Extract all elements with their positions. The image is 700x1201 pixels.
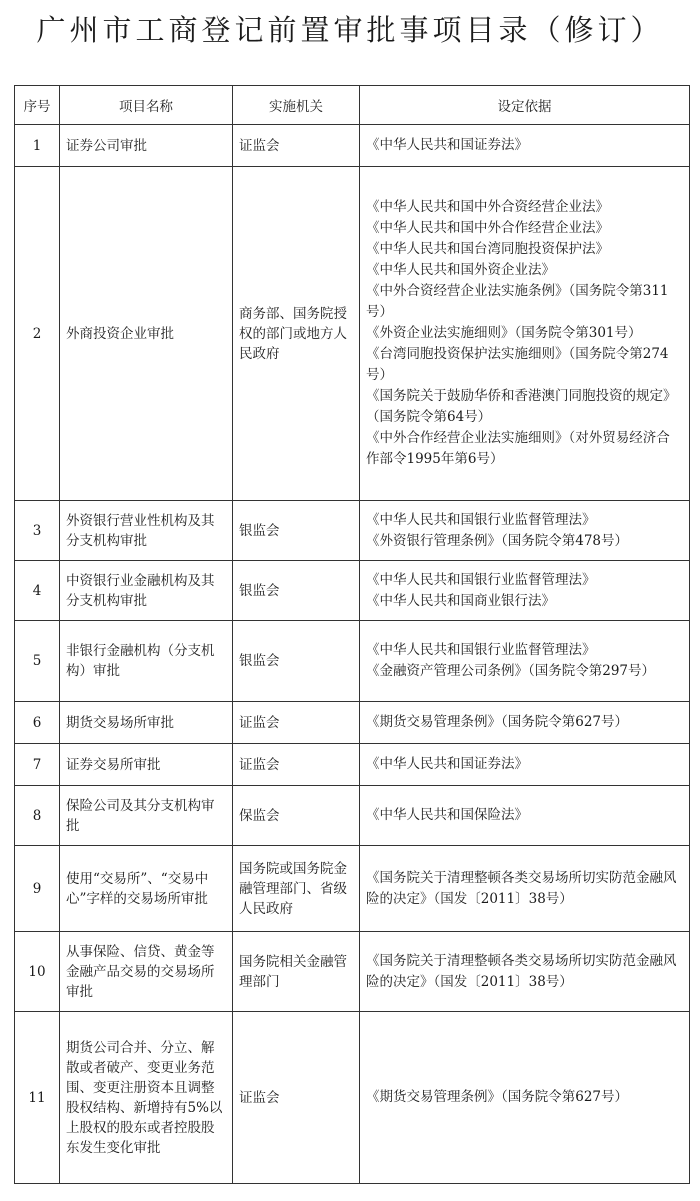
row-name: 外资银行营业性机构及其分支机构审批 [60, 501, 233, 561]
table-row [15, 125, 690, 167]
row-agency: 证监会 [233, 1012, 360, 1184]
row-basis [360, 846, 690, 932]
basis-line: 《中外合资经营企业法实施条例》（国务院令第311号） [366, 283, 669, 320]
basis-line: 《期货交易管理条例》（国务院令第627号） [366, 1089, 629, 1105]
basis-line: 《外资银行管理条例》（国务院令第478号） [366, 532, 629, 549]
row-name: 保险公司及其分支机构审批 [60, 786, 233, 846]
row-basis [360, 621, 690, 702]
basis-line: 《中华人民共和国中外合作经营企业法》 [366, 220, 609, 236]
table-row [15, 846, 690, 932]
basis-line: 《国务院关于清理整顿各类交易场所切实防范金融风险的决定》（国发〔2011〕38号） [366, 869, 677, 907]
page-title: 广州市工商登记前置审批事项目录（修订） [36, 13, 664, 47]
row-name: 证券公司审批 [60, 125, 233, 167]
row-name: 外商投资企业审批 [60, 167, 233, 501]
row-agency: 国务院相关金融管理部门 [233, 932, 360, 1012]
row-name: 证券交易所审批 [60, 744, 233, 786]
row-no: 7 [15, 744, 60, 786]
basis-line: 《中华人民共和国台湾同胞投资保护法》 [366, 241, 609, 257]
basis-line: 《中华人民共和国外资企业法》 [366, 262, 555, 278]
basis-line: 《国务院关于鼓励华侨和香港澳门同胞投资的规定》（国务院令第64号） [366, 388, 677, 425]
basis-line: 《台湾同胞投资保护法实施细则》（国务院令第274号） [366, 346, 669, 383]
row-basis [360, 561, 690, 621]
header-no: 序号 [15, 86, 60, 125]
basis-line: 《中华人民共和国银行业监督管理法》 [366, 642, 596, 658]
row-no: 2 [15, 167, 60, 501]
table-row [15, 702, 690, 744]
header-name: 项目名称 [60, 86, 233, 125]
row-basis [360, 1012, 690, 1184]
row-name: 非银行金融机构（分支机构）审批 [60, 621, 233, 702]
table-header-row [15, 86, 690, 125]
row-agency: 银监会 [233, 501, 360, 561]
row-name: 中资银行业金融机构及其分支机构审批 [60, 561, 233, 621]
row-basis [360, 167, 690, 501]
basis-line: 《金融资产管理公司条例》（国务院令第297号） [366, 663, 656, 679]
approval-table [14, 85, 690, 1184]
row-name: 使用“交易所”、“交易中心”字样的交易场所审批 [60, 846, 233, 932]
table-row [15, 167, 690, 501]
row-basis [360, 702, 690, 744]
basis-line: 《中外合作经营企业法实施细则》（对外贸易经济合作部令1995年第6号） [366, 430, 670, 467]
table-row [15, 786, 690, 846]
row-name: 期货交易场所审批 [60, 702, 233, 744]
row-no: 6 [15, 702, 60, 744]
row-agency: 商务部、国务院授权的部门或地方人民政府 [233, 167, 360, 501]
row-name: 期货公司合并、分立、解散或者破产、变更业务范围、变更注册资本且调整股权结构、新增持有5%以上股权的股东或者控股股东发生变化审批 [60, 1012, 233, 1184]
basis-line: 《中华人民共和国银行业监督管理法》 [366, 511, 596, 528]
row-agency: 银监会 [233, 561, 360, 621]
row-no: 11 [15, 1012, 60, 1184]
row-no: 10 [15, 932, 60, 1012]
basis-line: 《期货交易管理条例》（国务院令第627号） [366, 714, 629, 730]
basis-line: 《中华人民共和国证券法》 [366, 756, 528, 772]
basis-line: 《中华人民共和国商业银行法》 [366, 592, 555, 609]
table-row [15, 561, 690, 621]
row-no: 8 [15, 786, 60, 846]
table-row [15, 501, 690, 561]
row-name: 从事保险、信贷、黄金等金融产品交易的交易场所审批 [60, 932, 233, 1012]
basis-line: 《外资企业法实施细则》（国务院令第301号） [366, 325, 642, 341]
row-no: 9 [15, 846, 60, 932]
row-agency: 证监会 [233, 125, 360, 167]
basis-line: 《中华人民共和国银行业监督管理法》 [366, 571, 596, 588]
row-no: 4 [15, 561, 60, 621]
row-agency: 保监会 [233, 786, 360, 846]
table-row [15, 1012, 690, 1184]
basis-line: 《国务院关于清理整顿各类交易场所切实防范金融风险的决定》（国发〔2011〕38号） [366, 952, 677, 990]
table-row [15, 932, 690, 1012]
table-row [15, 621, 690, 702]
row-basis [360, 744, 690, 786]
header-agency: 实施机关 [233, 86, 360, 125]
row-agency: 银监会 [233, 621, 360, 702]
row-agency: 证监会 [233, 702, 360, 744]
header-basis: 设定依据 [360, 86, 690, 125]
row-basis [360, 786, 690, 846]
basis-line: 《中华人民共和国证券法》 [366, 137, 528, 153]
row-basis [360, 125, 690, 167]
row-agency: 证监会 [233, 744, 360, 786]
row-basis [360, 501, 690, 561]
basis-line: 《中华人民共和国中外合资经营企业法》 [366, 199, 609, 215]
row-basis [360, 932, 690, 1012]
table-row [15, 744, 690, 786]
row-no: 5 [15, 621, 60, 702]
row-no: 3 [15, 501, 60, 561]
row-agency: 国务院或国务院金融管理部门、省级人民政府 [233, 846, 360, 932]
row-no: 1 [15, 125, 60, 167]
basis-line: 《中华人民共和国保险法》 [366, 807, 528, 823]
